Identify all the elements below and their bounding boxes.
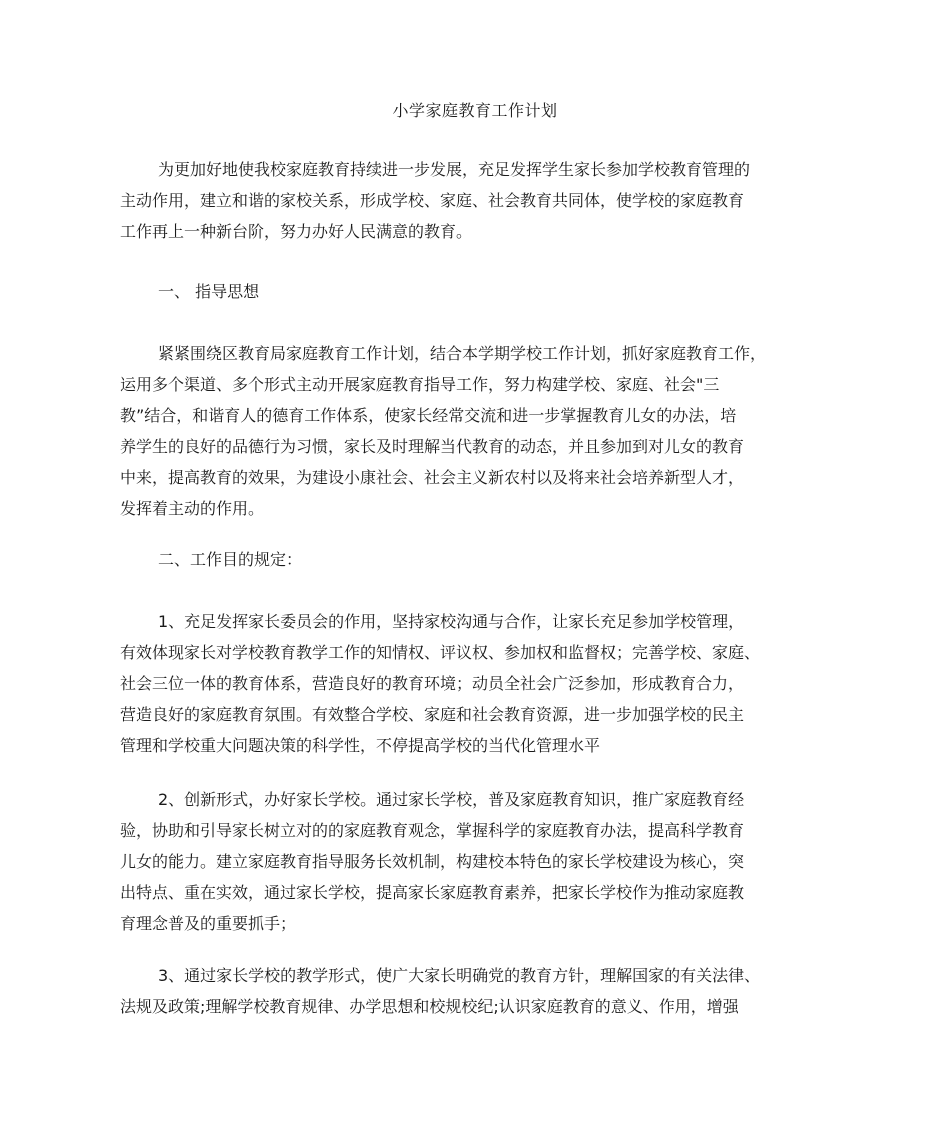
item-3-paragraph xyxy=(120,960,835,1022)
paragraph-line: 养学生的良好的品德行为习惯，家长及时理解当代教育的动态，并且参加到对儿女的教育 xyxy=(120,437,745,456)
paragraph-line: 为更加好地使我校家庭教育持续进一步发展，充足发挥学生家长参加学校教育管理的 xyxy=(158,160,751,179)
paragraph-line: 社会三位一体的教育体系，营造良好的教育环境；动员全社会广泛参加，形成教育合力， xyxy=(120,674,745,693)
guiding-thought-paragraph xyxy=(120,338,835,524)
paragraph-line: 教”结合，和谐育人的德育工作体系，使家长经常交流和进一步掌握教育儿女的办法，培 xyxy=(120,406,737,425)
paragraph-line: 中来，提高教育的效果，为建设小康社会、社会主义新农村以及将来社会培养新型人才， xyxy=(120,468,745,487)
paragraph-line: 发挥着主动的作用。 xyxy=(120,499,265,518)
paragraph-line: 1、充足发挥家长委员会的作用，坚持家校沟通与合作，让家长充足参加学校管理， xyxy=(158,612,745,631)
paragraph-line: 管理和学校重大问题决策的科学性，不停提高学校的当代化管理水平 xyxy=(120,736,601,755)
document-title: 小学家庭教育工作计划 xyxy=(392,101,558,120)
paragraph-line: 3、通过家长学校的教学形式，使广大家长明确党的教育方针，理解国家的有关法律、 xyxy=(158,966,761,985)
paragraph-line: 法规及政策;理解学校教育规律、办学思想和校规校纪;认识家庭教育的意义、作用，增强 xyxy=(120,997,739,1016)
item-1-paragraph xyxy=(120,606,835,761)
paragraph-line: 出特点、重在实效，通过家长学校，提高家长家庭教育素养，把家长学校作为推动家庭教 xyxy=(120,883,745,902)
paragraph-line: 验，协助和引导家长树立对的的家庭教育观念，掌握科学的家庭教育办法，提高科学教育 xyxy=(120,821,745,840)
paragraph-line: 儿女的能力。建立家庭教育指导服务长效机制，构建校本特色的家长学校建设为核心，突 xyxy=(120,852,745,871)
intro-paragraph xyxy=(120,154,835,247)
paragraph-line: 营造良好的家庭教育氛围。有效整合学校、家庭和社会教育资源，进一步加强学校的民主 xyxy=(120,705,745,724)
paragraph-line: 主动作用，建立和谐的家校关系，形成学校、家庭、社会教育共同体，使学校的家庭教育 xyxy=(120,191,745,210)
paragraph-line: 运用多个渠道、多个形式主动开展家庭教育指导工作，努力构建学校、家庭、社会"三 xyxy=(120,375,720,394)
section-heading-work-goals: 二、工作目的规定： xyxy=(158,550,303,569)
paragraph-line: 工作再上一种新台阶，努力办好人民满意的教育。 xyxy=(120,222,473,241)
section-heading-guiding-thought: 一、 指导思想 xyxy=(158,282,260,301)
paragraph-line: 紧紧围绕区教育局家庭教育工作计划，结合本学期学校工作计划，抓好家庭教育工作， xyxy=(158,344,767,363)
item-2-paragraph xyxy=(120,784,835,939)
paragraph-line: 育理念普及的重要抓手； xyxy=(120,914,297,933)
paragraph-line: 2、创新形式，办好家长学校。通过家长学校，普及家庭教育知识，推广家庭教育经 xyxy=(158,790,745,809)
paragraph-line: 有效体现家长对学校教育教学工作的知情权、评议权、参加权和监督权；完善学校、家庭、 xyxy=(120,643,761,662)
